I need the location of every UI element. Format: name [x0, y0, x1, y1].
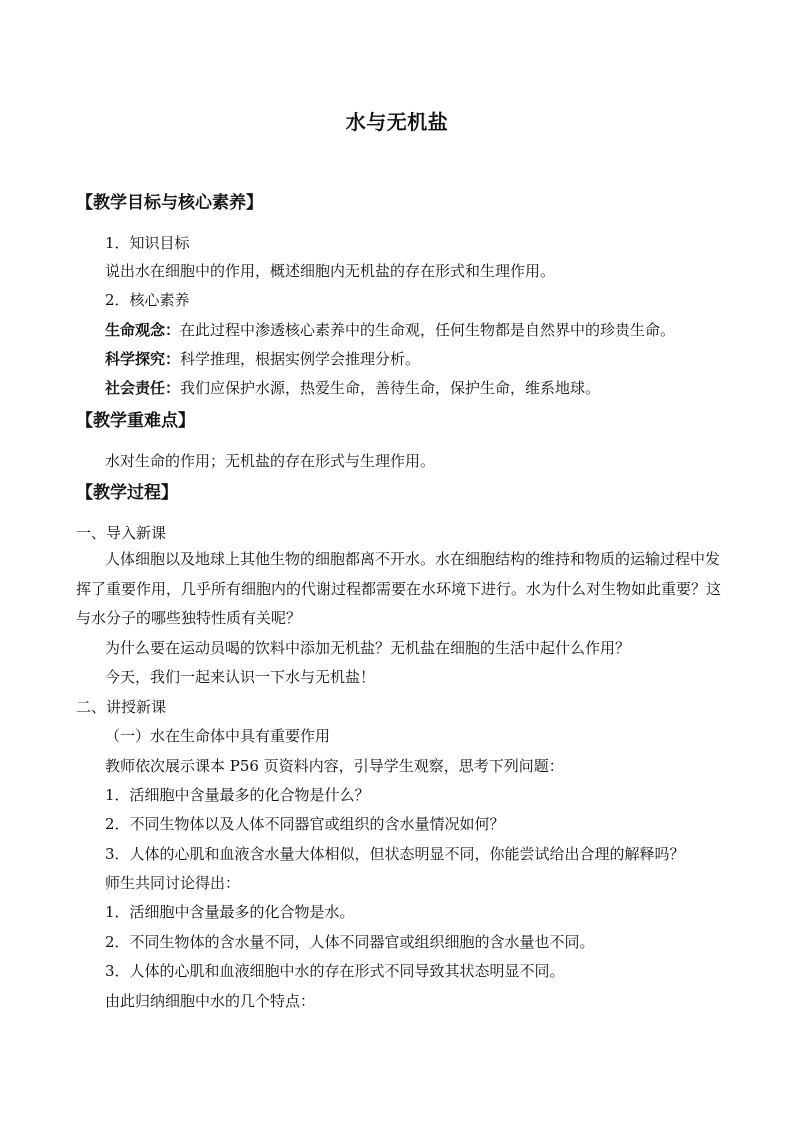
heading-focus: 【教学重难点】: [76, 411, 195, 431]
goal-life-concept-label: 生命观念：: [105, 321, 181, 339]
goal-item-1-text: 说出水在细胞中的作用，概述细胞内无机盐的存在形式和生理作用。: [105, 262, 556, 280]
answer-1: 1．活细胞中含量最多的化合物是水。: [105, 903, 355, 921]
goal-social-responsibility-label: 社会责任：: [105, 379, 181, 397]
answer-3: 3．人体的心肌和血液细胞中水的存在形式不同导致其状态明显不同。: [105, 962, 565, 980]
goal-item-1-label: 1．知识目标: [105, 234, 190, 252]
part1-paragraph-3: 今天，我们一起来认识一下水与无机盐！: [105, 668, 376, 686]
goal-item-2-label: 2．核心素养: [105, 291, 190, 309]
subsection-1-title: （一）水在生命体中具有重要作用: [105, 727, 331, 745]
question-2: 2．不同生物体以及人体不同器官或组织的含水量情况如何？: [105, 815, 505, 833]
summary-intro: 由此归纳细胞中水的几个特点：: [105, 992, 316, 1010]
answer-2: 2．不同生物体的含水量不同，人体不同器官或组织细胞的含水量也不同。: [105, 933, 595, 951]
discussion-intro: 师生共同讨论得出：: [105, 874, 241, 892]
subsection-1-intro: 教师依次展示课本 P56 页资料内容，引导学生观察，思考下列问题：: [105, 757, 564, 775]
part1-paragraph-1: 人体细胞以及地球上其他生物的细胞都离不开水。水在细胞结构的维持和物质的运输过程中发挥了重要作用，几乎所有细胞内的代谢过程都需要在水环境下进行。水为什么对生物如此重要？这与水分子的哪些独特性质有关呢？: [76, 550, 722, 627]
goal-scientific-inquiry-label: 科学探究：: [105, 350, 181, 368]
goal-scientific-inquiry: [105, 348, 420, 370]
goal-social-responsibility: [105, 377, 600, 399]
question-3: 3．人体的心肌和血液含水量大体相似，但状态明显不同，你能尝试给出合理的解释吗？: [105, 845, 685, 863]
focus-text: 水对生命的作用；无机盐的存在形式与生理作用。: [105, 452, 436, 470]
goal-life-concept-text: 在此过程中渗透核心素养中的生命观，任何生物都是自然界中的珍贵生命。: [180, 321, 676, 339]
heading-process: 【教学过程】: [76, 483, 178, 503]
question-1: 1．活细胞中含量最多的化合物是什么？: [105, 786, 370, 804]
part1-title: 一、导入新课: [76, 524, 167, 542]
goal-life-concept: [105, 319, 675, 341]
document-title: 水与无机盐: [345, 110, 449, 134]
goal-social-responsibility-text: 我们应保护水源，热爱生命，善待生命，保护生命，维系地球。: [180, 379, 601, 397]
part2-title: 二、讲授新课: [76, 698, 167, 716]
heading-goals: 【教学目标与核心素养】: [76, 193, 263, 213]
part1-paragraph-2: 为什么要在运动员喝的饮料中添加无机盐？无机盐在细胞的生活中起什么作用？: [105, 639, 631, 657]
goal-scientific-inquiry-text: 科学推理，根据实例学会推理分析。: [180, 350, 421, 368]
